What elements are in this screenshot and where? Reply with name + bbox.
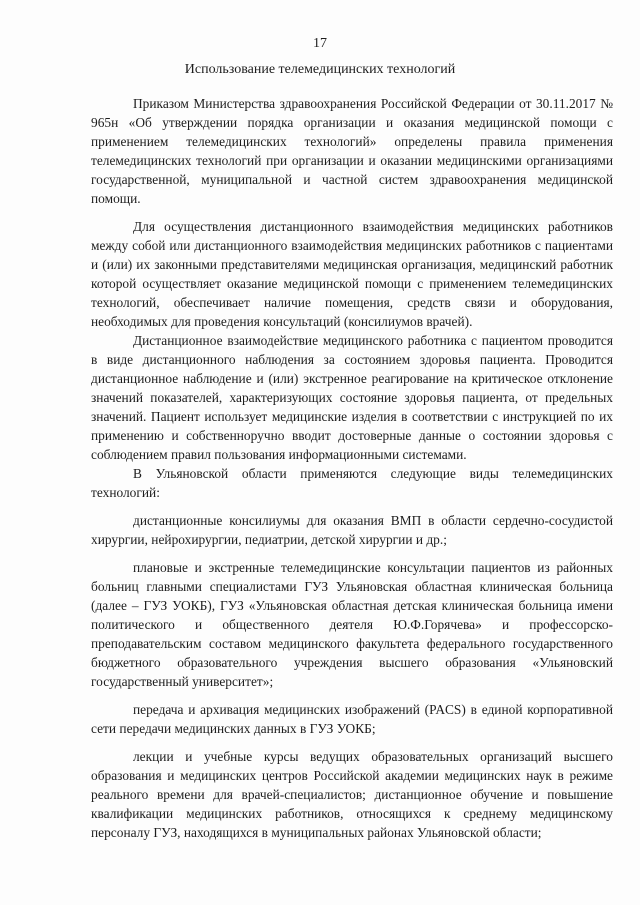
list-item-consiliums: дистанционные консилиумы для оказания ВМП в области сердечно-сосудистой хирургии, нейрохирургии, педиатрии, детской хирургии и др.;	[91, 513, 613, 547]
list-item-consultations: плановые и экстренные телемедицинские консультации пациентов из районных больниц главными специалистами ГУЗ Ульяновская областная клиническая больница (далее – ГУЗ УОКБ), ГУЗ «Ульяновская областная детская клиническая больница имени политического и общественного деятеля Ю.Ф.Горячева» и профессорско-преподавательским составом медицинского факультета федерального государственного бюджетного образовательного учреждения высшего образования «Ульяновский государственный университет»;	[91, 560, 613, 689]
page-number: 17	[313, 36, 327, 51]
section-heading: Использование телемедицинских технологий	[184, 62, 456, 77]
paragraph-patient-monitoring: Дистанционное взаимодействие медицинского работника с пациентом проводится в виде дистанционного наблюдения за состоянием здоровья пациента. Проводится дистанционное наблюдение и (или) экстренное реагирование на критическое отклонение значений показателей, характеризующих состояние здоровья пациента, от предельных значений. Пациент использует медицинские изделия в соответствии с инструкцией по их применению и собственноручно вводит достоверные данные о состоянии здоровья с соблюдением правил пользования информационными системами.	[91, 333, 613, 462]
paragraph-order-965n: Приказом Министерства здравоохранения Российской Федерации от 30.11.2017 № 965н «Об утверждении порядка организации и оказания медицинской помощи с применением телемедицинских технологий» определены правила применения телемедицинских технологий при организации и оказании медицинскими организациями государственной, муниципальной и частной систем здравоохранения медицинской помощи.	[91, 96, 613, 206]
document-body	[91, 94, 613, 842]
paragraph-technologies-intro: В Ульяновской области применяются следующие виды телемедицинских технологий:	[91, 466, 613, 500]
paragraph-remote-interaction: Для осуществления дистанционного взаимодействия медицинских работников между собой или дистанционного взаимодействия медицинских работников с пациентами и (или) их законными представителями медицинская организация, медицинский работник которой осуществляет оказание медицинской помощи с применением телемедицинских технологий, обеспечивает наличие помещения, средств связи и оборудования, необходимых для проведения консультаций (консилиумов врачей).	[91, 219, 613, 329]
list-item-lectures: лекции и учебные курсы ведущих образовательных организаций высшего образования и медицинских центров Российской академии медицинских наук в режиме реального времени для врачей-специалистов; дистанционное обучение и повышение квалификации медицинских работников, относящихся к среднему медицинскому персоналу ГУЗ, находящихся в муниципальных районах Ульяновской области;	[91, 749, 613, 840]
list-item-pacs: передача и архивация медицинских изображений (PACS) в единой корпоративной сети передачи медицинских данных в ГУЗ УОКБ;	[91, 702, 613, 736]
